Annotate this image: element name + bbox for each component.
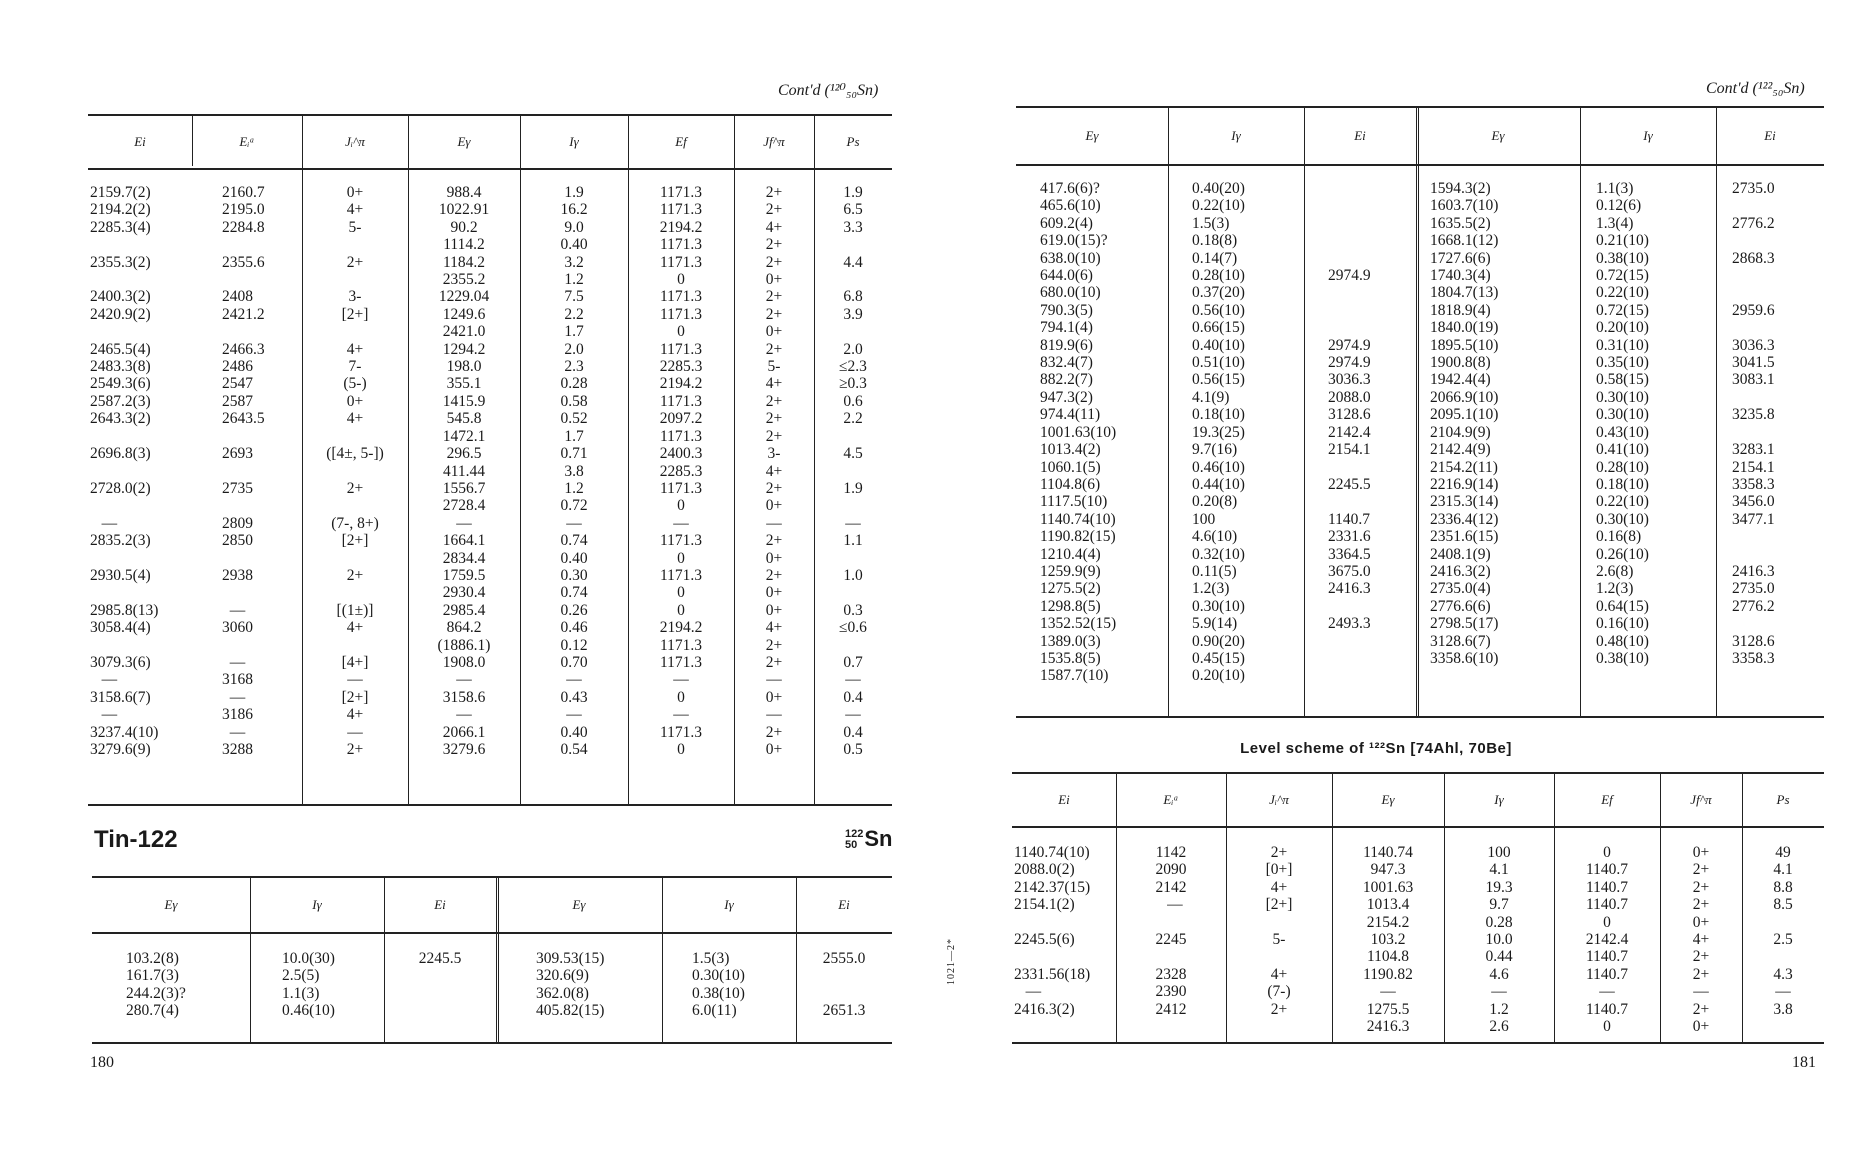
header-ef: Ef [675,134,687,149]
table-bottom-rule [1016,716,1824,718]
column-ef: 1171.3 1171.3 2194.2 1171.3 1171.3 0 1171.3 1171.3 0 1171.3 2285.3 2194.2 1171.3 2097.2 1171.3 2400.3 2285.3 1171.3 0 — 1171.3 0 1171.3 0 0 2194.2 1171.3 1171.3 — 0 — 1171.3 0 [659,184,703,758]
divider [662,876,663,1042]
element-symbol: Sn [864,826,893,851]
header-ig-2: Iγ [1643,128,1653,143]
table-header [92,876,892,934]
table-header [88,114,892,170]
column-eg: 417.6(6)? 465.6(10) 609.2(4) 619.0(15)? 638.0(10) 644.0(6) 680.0(10) 790.3(5) 794.1(4) 819.9(6) 832.4(7) 882.2(7) 947.3(2) 974.4(11) 1001.63(10) 1013.4(2) 1060.1(5) 1104.8(6) 1117.5(10) 1140.74(10) 1190.82(15) 1210.4(4) 1259.9(9) 1275.5(2) 1298.8(5) 1352.52(15) 1389.0(3) 1535.8(5) 1587.7(10) [1040,180,1117,685]
column-ps: 1.9 6.5 3.3 4.4 6.8 3.9 2.0 ≤2.3 ≥0.3 0.6 2.2 4.5 1.9 — 1.1 1.0 0.3 ≤0.6 0.7 — 0.4 — 0.4 0.5 [839,184,867,758]
divider [734,114,735,804]
level-scheme-table-122sn [1012,772,1824,1042]
column-ig: 0.40(20) 0.22(10) 1.5(3) 0.18(8) 0.14(7) 0.28(10) 0.37(20) 0.56(10) 0.66(15) 0.40(10) 0.51(10) 0.56(15) 4.1(9) 0.18(10) 19.3(25) 9.7(16) 0.46(10) 0.44(10) 0.20(8) 100 4.6(10) 0.32(10) 0.11(5) 1.2(3) 0.30(10) 5.9(14) 0.90(20) 0.45(15) 0.20(10) [1192,180,1245,685]
header-ig: Iγ [569,134,579,149]
column-eg-2: 1594.3(2) 1603.7(10) 1635.5(2) 1668.1(12) 1727.6(6) 1740.3(4) 1804.7(13) 1818.9(4) 1840.0(19) 1895.5(10) 1900.8(8) 1942.4(4) 2066.9(10) 2095.1(10) 2104.9(9) 2142.4(9) 2154.2(11) 2216.9(14) 2315.3(14) 2336.4(12) 2351.6(15) 2408.1(9) 2416.3(2) 2735.0(4) 2776.6(6) 2798.5(17) 3128.6(7) 3358.6(10) [1430,180,1499,667]
header-ps: Ps [1776,792,1790,807]
divider [520,114,521,804]
column-ig-2: 1.1(3) 0.12(6) 1.3(4) 0.21(10) 0.38(10) 0.72(15) 0.22(10) 0.72(15) 0.20(10) 0.31(10) 0.35(10) 0.58(15) 0.30(10) 0.30(10) 0.43(10) 0.41(10) 0.28(10) 0.18(10) 0.22(10) 0.30(10) 0.16(8) 0.26(10) 2.6(8) 1.2(3) 0.64(15) 0.16(10) 0.48(10) 0.38(10) [1596,180,1649,667]
column-jf: 0+ 2+ 2+ 2+ 0+ 4+ 2+ 2+ — 2+ 0+ [1692,844,1710,1036]
header-jf: Jf^π [763,134,785,149]
table-bottom-rule [1012,1042,1824,1044]
double-divider [496,876,499,1042]
header-ig: Iγ [1231,128,1241,143]
header-eia: Eᵢᵃ [239,134,255,149]
header-ig: Iγ [1494,792,1504,807]
page-number: 181 [1792,1054,1816,1071]
column-ei: 1140.74(10) 2088.0(2) 2142.37(15) 2154.1(2) 2245.5(6) 2331.56(18) — 2416.3(2) [1014,844,1091,1018]
cont-header: Cont'd (¹²²₅₀Sn) [1706,80,1805,97]
mass-number: 122 [845,828,864,841]
divider [1226,772,1227,1042]
column-ei-2: 2735.0 2776.2 2868.3 2959.6 3036.3 3041.5 3083.1 3235.8 3283.1 2154.1 3358.3 3456.0 3477.1 2416.3 2735.0 2776.2 3128.6 3358.3 [1732,180,1775,667]
divider [302,114,303,804]
gamma-table-122sn [92,876,892,1042]
header-ei: Ei [434,897,446,912]
divider [250,876,251,1042]
header-eg-2: Eγ [1491,128,1505,143]
header-eg: Eγ [1381,792,1395,807]
divider [1332,772,1333,1042]
column-eia: 2160.7 2195.0 2284.8 2355.6 2408 2421.2 2466.3 2486 2547 2587 2643.5 2693 2735 2809 2850 2938 — 3060 — 3168 — 3186 — 3288 [222,184,265,758]
header-ps: Ps [846,134,860,149]
column-ei: 2159.7(2) 2194.2(2) 2285.3(4) 2355.3(2) 2400.3(2) 2420.9(2) 2465.5(4) 2483.3(8) 2549.3(6) 2587.2(3) 2643.3(2) 2696.8(3) 2728.0(2) — 2835.2(3) 2930.5(4) 2985.8(13) 3058.4(4) 3079.3(6) — 3158.6(7) — 3237.4(10) 3279.6(9) [90,184,159,758]
header-jf: Jf^π [1690,792,1712,807]
double-divider [1416,106,1419,716]
column-ig: 10.0(30) 2.5(5) 1.1(3) 0.46(10) [282,950,335,1020]
header-ef: Ef [1601,792,1613,807]
column-eia: 1142 2090 2142 — 2245 2328 2390 2412 [1155,844,1187,1018]
table-header [1012,772,1824,828]
divider [814,114,815,804]
header-ig-2: Iγ [724,897,734,912]
column-ei: 2245.5 [418,950,462,967]
column-ps: 49 4.1 8.8 8.5 2.5 4.3 — 3.8 [1773,844,1793,1018]
divider [796,876,797,1042]
column-eg: 103.2(8) 161.7(3) 244.2(3)? 280.7(4) [126,950,186,1020]
header-eg-2: Eγ [572,897,586,912]
header-ei-2: Ei [838,897,850,912]
header-eia: Eᵢᵃ [1163,792,1179,807]
atomic-number: 50 [845,839,858,852]
column-ji: 2+ [0+] 4+ [2+] 5- 4+ (7-) 2+ [1265,844,1293,1018]
column-ei-2: 2555.0 2651.3 [822,950,866,1020]
divider [1304,106,1305,716]
column-eg: 1140.74 947.3 1001.63 1013.4 2154.2 103.2 1104.8 1190.82 — 1275.5 2416.3 [1362,844,1414,1036]
header-eg: Eγ [457,134,471,149]
header-eg: Eγ [164,897,178,912]
divider [1168,106,1169,716]
divider [1116,772,1117,1042]
table-bottom-rule [88,804,892,806]
header-ei-2: Ei [1764,128,1776,143]
divider [408,114,409,804]
nuclide-symbol [845,826,892,852]
divider [1554,772,1555,1042]
section-title: Tin-122 [94,826,178,853]
column-ji: 0+ 4+ 5- 2+ 3- [2+] 4+ 7- (5-) 0+ 4+ ([4±, 5-]) 2+ (7-, 8+) [2+] 2+ [(1±)] 4+ [4+] — [2+] 4+ — 2+ [326,184,384,758]
column-ig: 1.9 16.2 9.0 0.40 3.2 1.2 7.5 2.2 1.7 2.0 2.3 0.28 0.58 0.52 1.7 0.71 3.8 1.2 0.72 — 0.74 0.40 0.30 0.74 0.26 0.46 0.12 0.70 — 0.43 — 0.40 0.54 [560,184,588,758]
column-ig: 100 4.1 19.3 9.7 0.28 10.0 0.44 4.6 — 1.2 2.6 [1485,844,1513,1036]
nuclide-numbers [845,829,863,851]
divider [192,114,193,166]
header-ei: Ei [134,134,146,149]
column-eg: 988.4 1022.91 90.2 1114.2 1184.2 2355.2 1229.04 1249.6 2421.0 1294.2 198.0 355.1 1415.9 545.8 1472.1 296.5 411.44 1556.7 2728.4 — 1664.1 2834.4 1759.5 2930.4 2985.4 864.2 (1886.1) 1908.0 — 3158.6 — 2066.1 3279.6 [437,184,491,758]
column-ig-2: 1.5(3) 0.30(10) 0.38(10) 6.0(11) [692,950,745,1020]
divider [1444,772,1445,1042]
divider [1580,106,1581,716]
divider [384,876,385,1042]
gamma-table-122sn-cont [1016,106,1824,716]
column-ei: 2974.9 2974.9 2974.9 3036.3 2088.0 3128.6 2142.4 2154.1 2245.5 1140.7 2331.6 3364.5 3675.0 2416.3 2493.3 [1328,267,1371,633]
header-ji: Jᵢ^π [345,134,365,149]
level-scheme-title: Level scheme of ¹²²Sn [74Ahl, 70Be] [1240,740,1512,757]
divider [1742,772,1743,1042]
table-header [1016,106,1824,166]
level-table-120sn [88,114,892,804]
divider [1716,106,1717,716]
header-ig: Iγ [312,897,322,912]
divider [1660,772,1661,1042]
divider [628,114,629,804]
gutter-mark: 1021—2* [946,938,957,985]
header-eg: Eγ [1085,128,1099,143]
column-ef: 0 1140.7 1140.7 1140.7 0 2142.4 1140.7 1140.7 — 1140.7 0 [1585,844,1629,1036]
column-jf: 2+ 2+ 4+ 2+ 2+ 0+ 2+ 2+ 0+ 2+ 5- 4+ 2+ 2+ 2+ 3- 4+ 2+ 0+ — 2+ 0+ 2+ 0+ 0+ 4+ 2+ 2+ — 0+ — 2+ 0+ [765,184,783,758]
column-eg-2: 309.53(15) 320.6(9) 362.0(8) 405.82(15) [536,950,605,1020]
table-bottom-rule [92,1042,892,1044]
cont-header: Cont'd (¹²⁰₅₀Sn) [778,82,879,99]
header-ei: Ei [1058,792,1070,807]
page-number: 180 [90,1054,114,1071]
header-ei: Ei [1354,128,1366,143]
right-page [936,0,1872,1152]
header-ji: Jᵢ^π [1269,792,1289,807]
